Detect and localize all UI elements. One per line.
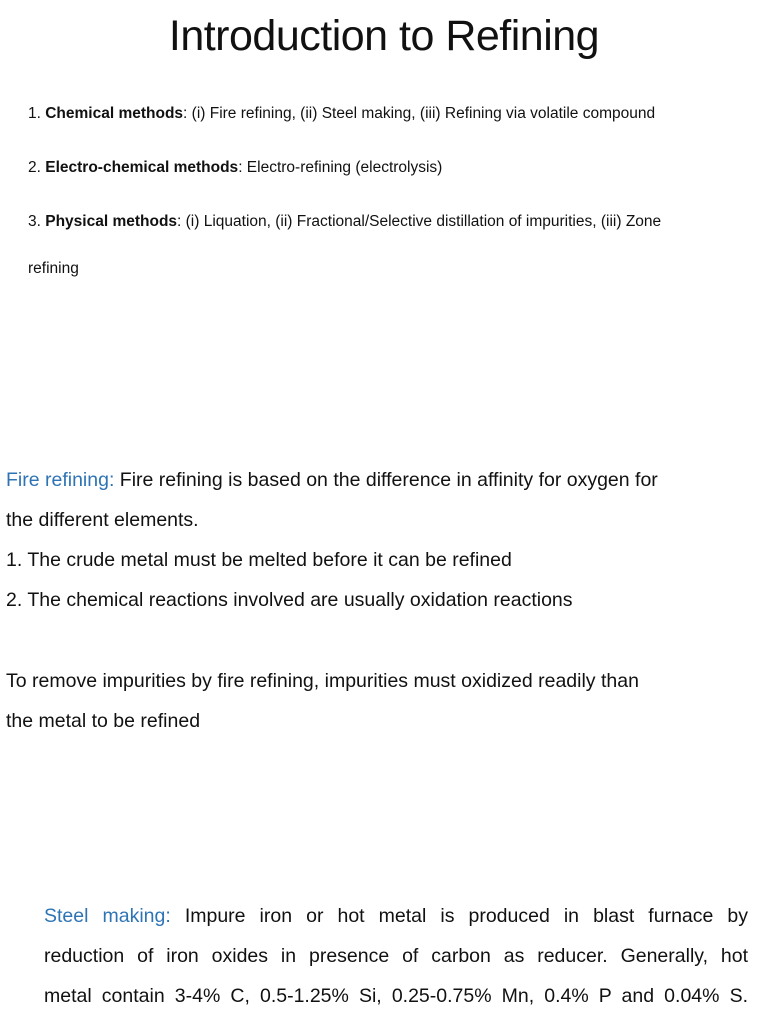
- method-label: Electro-chemical methods: [45, 159, 239, 176]
- steel-making-heading: Steel making:: [44, 905, 171, 927]
- fire-line: 1. The crude metal must be melted before it can be refined: [6, 549, 512, 571]
- fire-line: [6, 460, 658, 500]
- method-text: : (i) Fire refining, (ii) Steel making, (iii) Refining via volatile compound: [183, 105, 656, 122]
- method-label: Chemical methods: [45, 105, 184, 122]
- steel-line: metal contain 3-4% C, 0.5-1.25% Si, 0.25-0.75% Mn, 0.4% P and 0.04% S.: [44, 985, 748, 1007]
- method-text: : Electro-refining (electrolysis): [238, 159, 443, 176]
- method-item-electrochemical: [28, 154, 442, 181]
- fire-line: the different elements.: [6, 509, 199, 531]
- steel-line: reduction of iron oxides in presence of carbon as reducer. Generally, hot: [44, 945, 748, 967]
- fire-line: the metal to be refined: [6, 710, 201, 732]
- fire-refining-heading: Fire refining:: [6, 469, 115, 491]
- method-number: 1.: [28, 105, 46, 122]
- fire-line: To remove impurities by fire refining, impurities must oxidized readily than: [6, 670, 639, 692]
- page-title: Introduction to Refining: [168, 12, 600, 60]
- fire-line: 2. The chemical reactions involved are usually oxidation reactions: [6, 589, 573, 611]
- method-item-physical: [28, 208, 661, 235]
- method-continuation: refining: [28, 260, 79, 277]
- method-label: Physical methods: [45, 213, 178, 230]
- method-number: 2.: [28, 159, 46, 176]
- method-number: 3.: [28, 213, 46, 230]
- steel-line-text: Impure iron or hot metal is produced in blast furnace by: [170, 905, 748, 927]
- fire-line-text: Fire refining is based on the difference in affinity for oxygen for: [114, 469, 658, 491]
- steel-line: [44, 896, 748, 936]
- method-item-chemical: [28, 100, 655, 127]
- method-text: : (i) Liquation, (ii) Fractional/Selective distillation of impurities, (iii) Zone: [177, 213, 662, 230]
